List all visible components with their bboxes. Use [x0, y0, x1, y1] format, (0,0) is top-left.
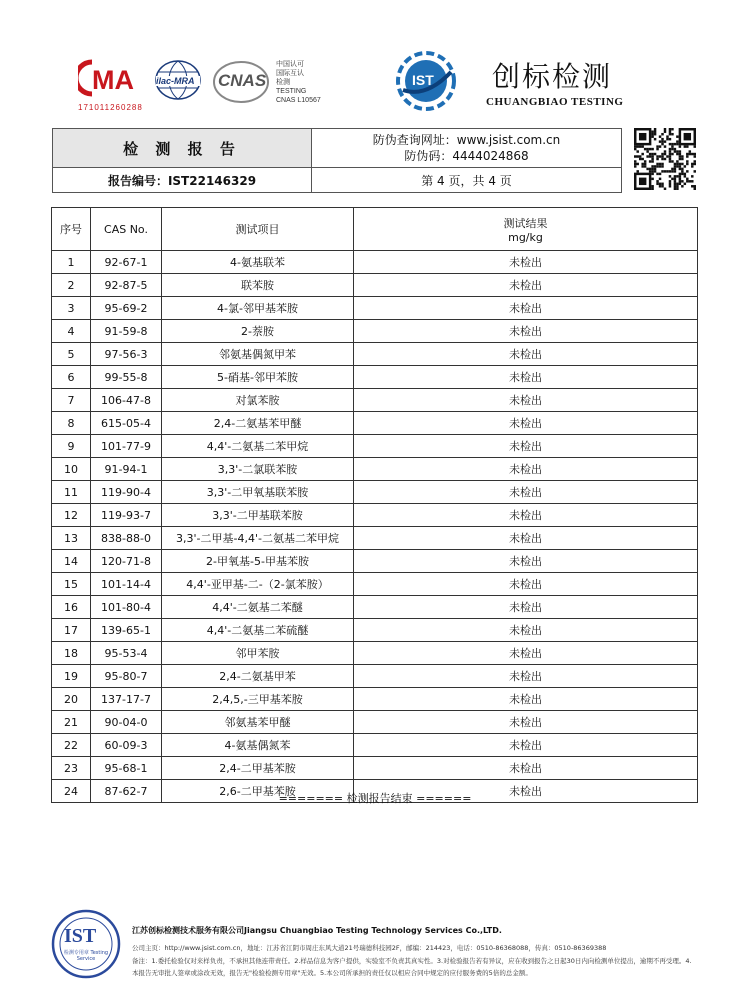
- cell-cas: 101-80-4: [91, 596, 162, 619]
- cell-result: 未检出: [354, 458, 698, 481]
- cell-result: 未检出: [354, 320, 698, 343]
- cell-no: 7: [52, 389, 91, 412]
- cell-cas: 92-67-1: [91, 251, 162, 274]
- cell-result: 未检出: [354, 550, 698, 573]
- cell-no: 12: [52, 504, 91, 527]
- cell-cas: 95-80-7: [91, 665, 162, 688]
- cell-result: 未检出: [354, 734, 698, 757]
- cell-cas: 838-88-0: [91, 527, 162, 550]
- table-row: [52, 389, 698, 412]
- cell-item: 邻甲苯胺: [162, 642, 354, 665]
- cell-item: 4,4'-二氨基二苯硫醚: [162, 619, 354, 642]
- table-row: [52, 504, 698, 527]
- cell-cas: 90-04-0: [91, 711, 162, 734]
- cell-cas: 60-09-3: [91, 734, 162, 757]
- cell-no: 19: [52, 665, 91, 688]
- cell-item: 4-氨基联苯: [162, 251, 354, 274]
- ist-logo: [395, 50, 457, 112]
- brand-name-cn: 创标检测: [492, 60, 613, 93]
- ist-badge-text: IST: [412, 72, 434, 88]
- cell-result: 未检出: [354, 619, 698, 642]
- cell-item: 2,6-二甲基苯胺: [162, 780, 354, 803]
- cell-item: 3,3'-二甲基联苯胺: [162, 504, 354, 527]
- accr-line: 国际互认: [276, 70, 304, 77]
- cell-cas: 95-68-1: [91, 757, 162, 780]
- cell-no: 24: [52, 780, 91, 803]
- cell-no: 18: [52, 642, 91, 665]
- cell-no: 13: [52, 527, 91, 550]
- cell-result: 未检出: [354, 780, 698, 803]
- cell-cas: 95-53-4: [91, 642, 162, 665]
- col-result: [354, 208, 698, 251]
- cell-no: 21: [52, 711, 91, 734]
- cnas-logo: [212, 60, 272, 104]
- cell-no: 1: [52, 251, 91, 274]
- anti-fake-block: [312, 129, 622, 168]
- cell-no: 17: [52, 619, 91, 642]
- cell-item: 3,3'-二甲基-4,4'-二氨基二苯甲烷: [162, 527, 354, 550]
- table-row: [52, 412, 698, 435]
- cell-cas: 101-77-9: [91, 435, 162, 458]
- cell-no: 3: [52, 297, 91, 320]
- cma-mark-icon: [78, 58, 148, 98]
- table-row: [52, 297, 698, 320]
- cell-result: 未检出: [354, 504, 698, 527]
- table-row: [52, 366, 698, 389]
- cell-item: 4,4'-二氨基二苯甲烷: [162, 435, 354, 458]
- table-row: [52, 320, 698, 343]
- cell-result: 未检出: [354, 297, 698, 320]
- table-row: [52, 458, 698, 481]
- cell-result: 未检出: [354, 274, 698, 297]
- cell-no: 14: [52, 550, 91, 573]
- cell-item: 4,4'-二氨基二苯醚: [162, 596, 354, 619]
- cell-no: 4: [52, 320, 91, 343]
- ilac-logo: [152, 58, 210, 104]
- cell-item: 2-萘胺: [162, 320, 354, 343]
- accr-line: CNAS L10567: [276, 97, 321, 104]
- cell-item: 邻氨基苯甲醚: [162, 711, 354, 734]
- col-result-label: 测试结果: [503, 216, 548, 230]
- footer-note-2: 本报告无审批人签章或涂改无效，报告无"检验检测专用章"无效。5.本公司所承担的责任仅以相应合同中规定的应付服务费的5倍的总金额。: [132, 969, 532, 977]
- table-row: [52, 343, 698, 366]
- ilac-text: ilac-MRA: [156, 76, 195, 86]
- footer-note-1: 备注：1.委托检验仅对来样负责，不承担其他连带责任。2.样品信息为客户提供，实验室不负责其真实性。3.对检验报告若有异议，应在收到报告之日起30日内向检测单位提出，逾期不再受理。4.: [132, 957, 692, 965]
- cell-result: 未检出: [354, 573, 698, 596]
- anti-fake-code: 防伪码：4444024868: [404, 149, 529, 163]
- accr-line: TESTING: [276, 88, 307, 95]
- table-row: [52, 435, 698, 458]
- cell-cas: 91-94-1: [91, 458, 162, 481]
- cell-no: 20: [52, 688, 91, 711]
- table-row: [52, 642, 698, 665]
- cell-item: 2,4,5,-三甲基苯胺: [162, 688, 354, 711]
- cell-item: 4-氨基偶氮苯: [162, 734, 354, 757]
- table-row: [52, 274, 698, 297]
- cell-item: 3,3'-二氯联苯胺: [162, 458, 354, 481]
- cell-no: 15: [52, 573, 91, 596]
- cell-item: 对氯苯胺: [162, 389, 354, 412]
- table-row: [52, 596, 698, 619]
- cell-item: 5-硝基-邻甲苯胺: [162, 366, 354, 389]
- accr-line: 中国认可: [276, 61, 304, 68]
- cell-no: 11: [52, 481, 91, 504]
- brand-name-en: CHUANGBIAO TESTING: [486, 96, 624, 108]
- cell-cas: 91-59-8: [91, 320, 162, 343]
- cell-cas: 120-71-8: [91, 550, 162, 573]
- qr-code-icon: [634, 128, 696, 190]
- cell-item: 2,4-二氨基苯甲醚: [162, 412, 354, 435]
- table-row: [52, 711, 698, 734]
- svg-text:MA: MA: [92, 65, 134, 95]
- cell-cas: 95-69-2: [91, 297, 162, 320]
- footer-address: 公司主页：http://www.jsist.com.cn，地址：江苏省江阴市周庄东风大道21号瑞德科技园2F，邮编：214423，电话：0510-86368088，传真：0510-86369388: [132, 944, 607, 952]
- table-header-row: [52, 208, 698, 251]
- cell-no: 22: [52, 734, 91, 757]
- accr-line: 检测: [276, 79, 290, 86]
- cell-result: 未检出: [354, 596, 698, 619]
- seal-subtext: 检测专用章 Testing Service: [63, 950, 109, 962]
- cell-result: 未检出: [354, 412, 698, 435]
- qr-code: [634, 128, 696, 190]
- anti-fake-url: 防伪查询网址：www.jsist.com.cn: [372, 133, 561, 147]
- col-item: 测试项目: [162, 208, 354, 251]
- cell-no: 5: [52, 343, 91, 366]
- cell-cas: 119-90-4: [91, 481, 162, 504]
- table-row: [52, 481, 698, 504]
- cell-result: 未检出: [354, 757, 698, 780]
- cell-cas: 119-93-7: [91, 504, 162, 527]
- table-row: [52, 527, 698, 550]
- cell-result: 未检出: [354, 527, 698, 550]
- table-row: [52, 688, 698, 711]
- page-indicator: 第 4 页，共 4 页: [312, 168, 622, 193]
- col-no: 序号: [52, 208, 91, 251]
- table-row: [52, 573, 698, 596]
- cnas-accreditation: [276, 60, 336, 105]
- cell-cas: 139-65-1: [91, 619, 162, 642]
- cell-cas: 101-14-4: [91, 573, 162, 596]
- cell-item: 2,4-二氨基甲苯: [162, 665, 354, 688]
- company-seal: [50, 908, 122, 980]
- footer-company: 江苏创标检测技术服务有限公司Jiangsu Chuangbiao Testing Technology Services Co.,LTD.: [132, 926, 502, 935]
- cma-logo: [78, 58, 148, 114]
- table-row: [52, 734, 698, 757]
- cell-result: 未检出: [354, 688, 698, 711]
- table-row: [52, 665, 698, 688]
- table-row: [52, 757, 698, 780]
- seal-text: IST: [64, 925, 97, 947]
- cell-item: 4,4'-亚甲基-二-（2-氯苯胺）: [162, 573, 354, 596]
- cell-no: 9: [52, 435, 91, 458]
- report-title: 检 测 报 告: [53, 129, 312, 168]
- cell-result: 未检出: [354, 642, 698, 665]
- col-cas: CAS No.: [91, 208, 162, 251]
- cell-no: 2: [52, 274, 91, 297]
- cell-result: 未检出: [354, 343, 698, 366]
- cell-cas: 106-47-8: [91, 389, 162, 412]
- cell-item: 2-甲氧基-5-甲基苯胺: [162, 550, 354, 573]
- cell-cas: 615-05-4: [91, 412, 162, 435]
- cell-result: 未检出: [354, 366, 698, 389]
- cell-cas: 99-55-8: [91, 366, 162, 389]
- results-table: [51, 207, 698, 803]
- cma-number: 171011260288: [78, 103, 143, 112]
- cell-cas: 137-17-7: [91, 688, 162, 711]
- cell-result: 未检出: [354, 251, 698, 274]
- cell-item: 联苯胺: [162, 274, 354, 297]
- cell-no: 16: [52, 596, 91, 619]
- table-row: [52, 619, 698, 642]
- cell-no: 6: [52, 366, 91, 389]
- cell-no: 10: [52, 458, 91, 481]
- cell-no: 8: [52, 412, 91, 435]
- cell-cas: 92-87-5: [91, 274, 162, 297]
- cnas-text: CNAS: [218, 71, 267, 90]
- cell-result: 未检出: [354, 711, 698, 734]
- cell-no: 23: [52, 757, 91, 780]
- cell-cas: 97-56-3: [91, 343, 162, 366]
- cell-item: 邻氨基偶氮甲苯: [162, 343, 354, 366]
- cell-item: 2,4-二甲基苯胺: [162, 757, 354, 780]
- cell-result: 未检出: [354, 665, 698, 688]
- table-row: [52, 251, 698, 274]
- col-result-unit: mg/kg: [508, 230, 543, 244]
- table-row: [52, 550, 698, 573]
- cell-result: 未检出: [354, 389, 698, 412]
- cell-item: 3,3'-二甲氧基联苯胺: [162, 481, 354, 504]
- report-header: [52, 128, 622, 193]
- cell-result: 未检出: [354, 481, 698, 504]
- report-end: ======= 检测报告结束 ======: [278, 792, 472, 805]
- cell-item: 4-氯-邻甲基苯胺: [162, 297, 354, 320]
- report-number: 报告编号：IST22146329: [53, 168, 312, 193]
- cell-result: 未检出: [354, 435, 698, 458]
- cell-cas: 87-62-7: [91, 780, 162, 803]
